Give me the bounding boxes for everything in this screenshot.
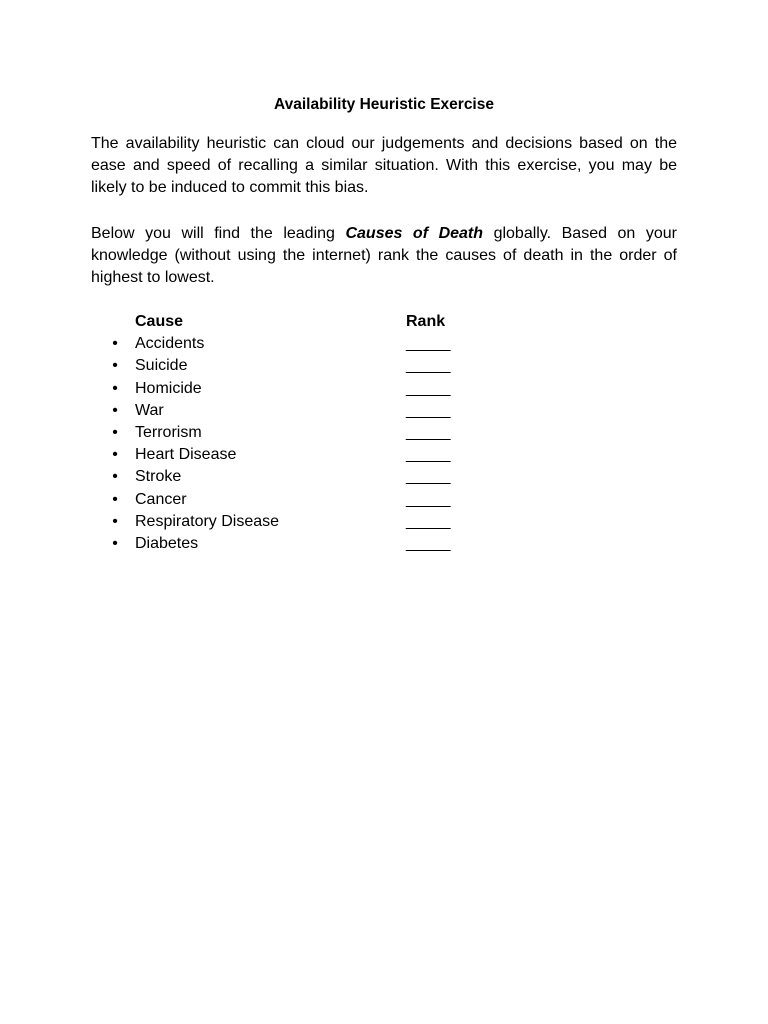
list-item	[91, 444, 677, 466]
list-item	[91, 378, 677, 400]
list-item	[91, 333, 677, 355]
cause-label: Respiratory Disease	[135, 512, 280, 530]
cause-label: Accidents	[135, 335, 205, 353]
cause-label: War	[135, 401, 164, 419]
bullet-icon: •	[112, 357, 118, 375]
cause-label: Stroke	[135, 468, 182, 486]
cause-label: Terrorism	[135, 423, 202, 441]
cause-label: Suicide	[135, 357, 188, 375]
bullet-icon: •	[112, 446, 118, 464]
rank-blank: _____	[406, 423, 451, 441]
list-item	[91, 422, 677, 444]
rank-blank: _____	[406, 468, 451, 486]
list-item	[91, 533, 677, 555]
instructions-text-before: Below you will find the leading	[91, 225, 346, 242]
cause-column-header: Cause	[135, 313, 184, 330]
rank-column-header: Rank	[406, 313, 446, 330]
bullet-icon: •	[112, 335, 118, 353]
cause-label: Diabetes	[135, 534, 199, 552]
document-title: Availability Heuristic Exercise	[274, 96, 494, 113]
rank-blank: _____	[406, 335, 451, 353]
list-header-row	[91, 311, 677, 333]
bullet-icon: •	[112, 534, 118, 552]
bullet-icon: •	[112, 423, 118, 441]
list-item	[91, 400, 677, 422]
bullet-icon: •	[112, 512, 118, 530]
rank-blank: _____	[406, 490, 451, 508]
bullet-icon: •	[112, 401, 118, 419]
intro-paragraph: The availability heuristic can cloud our judgements and decisions based on the ease and speed of recalling a similar situation. With this exercise, you may be likely to be induced to commit this bias.	[91, 135, 677, 197]
list-item	[91, 511, 677, 533]
instructions-paragraph	[91, 223, 677, 290]
rank-blank: _____	[406, 512, 451, 530]
bullet-icon: •	[112, 379, 118, 397]
causes-list	[91, 311, 677, 555]
list-item	[91, 489, 677, 511]
instructions-text-after: globally. Based on your knowledge (without using the internet) rank the causes of death in the order of highest to lowest.	[91, 225, 677, 287]
list-item	[91, 466, 677, 488]
causes-of-death-emphasis: Causes of Death	[345, 225, 484, 242]
rank-blank: _____	[406, 534, 451, 552]
cause-label: Homicide	[135, 379, 202, 397]
rank-blank: _____	[406, 446, 451, 464]
bullet-icon: •	[112, 468, 118, 486]
list-item	[91, 355, 677, 377]
cause-label: Heart Disease	[135, 446, 237, 464]
rank-blank: _____	[406, 379, 451, 397]
rank-blank: _____	[406, 357, 451, 375]
cause-label: Cancer	[135, 490, 187, 508]
rank-blank: _____	[406, 401, 451, 419]
bullet-icon: •	[112, 490, 118, 508]
